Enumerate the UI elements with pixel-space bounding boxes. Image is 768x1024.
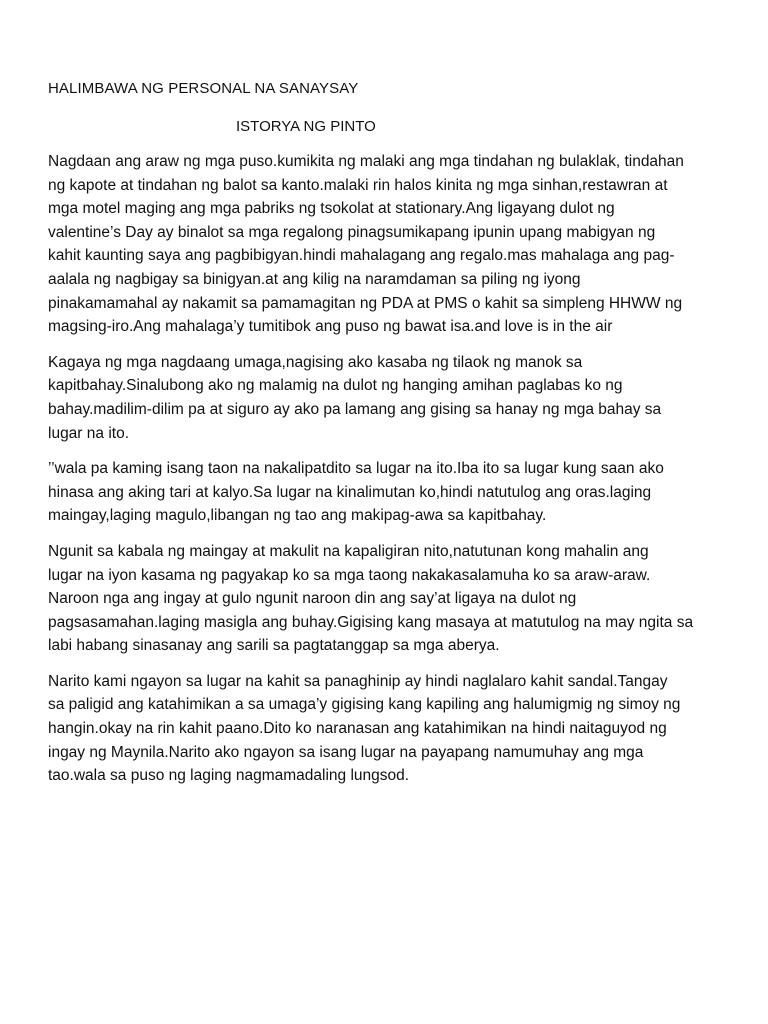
essay-line: Ngunit sa kabala ng maingay at makulit na kapaligiran nito,natutunan kong mahalin ang bbox=[48, 542, 649, 560]
essay-line: sa paligid ang katahimikan a sa umaga’y gigising kang kapiling ang halumigmig ng simoy ng bbox=[48, 696, 681, 714]
essay-paragraph bbox=[48, 457, 730, 528]
essay-line: bahay.madilim-dilim pa at siguro ay ako pa lamang ang gising sa hanay ng mga bahay sa bbox=[48, 400, 662, 418]
essay-line: Narito kami ngayon sa lugar na kahit sa panaghinip ay hindi naglalaro kahit sandal.Tangay bbox=[48, 672, 668, 690]
essay-paragraph bbox=[48, 670, 730, 788]
essay-line: valentine’s Day ay binalot sa mga regalong pinagsumikapang ipunin upang mabigyan ng bbox=[48, 223, 656, 241]
essay-line: lugar na iyon kasama ng pagyakap ko sa mga taong nakakasalamuha ko sa araw-araw. bbox=[48, 566, 651, 584]
essay-line: Naroon nga ang ingay at gulo ngunit naroon din ang say’at ligaya na dulot ng bbox=[48, 590, 577, 608]
essay-line: ng kapote at tindahan ng balot sa kanto.malaki rin halos kinita ng mga sinhan,restawran at bbox=[48, 176, 668, 194]
essay-line: hangin.okay na rin kahit paano.Dito ko naranasan ang katahimikan na hindi naitaguyod ng bbox=[48, 720, 667, 738]
essay-line: aalala ng nagbigay sa binigyan.at ang kilig na naramdaman sa piling ng iyong bbox=[48, 270, 581, 288]
essay-line: Nagdaan ang araw ng mga puso.kumikita ng malaki ang mga tindahan ng bulaklak, tindahan bbox=[48, 153, 684, 170]
essay-line: ingay ng Maynila.Narito ako ngayon sa isang lugar na payapang namumuhay ang mga bbox=[48, 743, 644, 761]
essay-paragraph bbox=[48, 150, 730, 339]
essay-line: kapitbahay.Sinalubong ako ng malamig na dulot ng hanging amihan paglabas ko ng bbox=[48, 377, 623, 395]
essay-line: mga motel maging ang mga pabriks ng tsokolat at stationary.Ang ligayang dulot ng bbox=[48, 200, 615, 218]
essay-line: Kagaya ng mga nagdaang umaga,nagising ako kasaba ng tilaok ng manok sa bbox=[48, 353, 583, 371]
document-heading: HALIMBAWA NG PERSONAL NA SANAYSAY bbox=[48, 80, 359, 97]
essay-line: tao.wala sa puso ng laging nagmamadaling lungsod. bbox=[48, 767, 410, 785]
essay-line: ’’wala pa kaming isang taon na nakalipatdito sa lugar na ito.Iba ito sa lugar kung saan ako bbox=[48, 460, 664, 478]
essay-line: magsing-iro.Ang mahalaga’y tumitibok ang puso ng bawat isa.and love is in the air bbox=[48, 318, 613, 336]
essay-line: pinakamamahal ay nakamit sa pamamagitan ng PDA at PMS o kahit sa simpleng HHWW ng bbox=[48, 294, 683, 312]
essay-line: maingay,laging magulo,libangan ng tao ang makipag-awa sa kapitbahay. bbox=[48, 507, 547, 525]
essay-line: labi habang sinasanay ang sarili sa pagtatanggap sa mga aberya. bbox=[48, 637, 500, 655]
document-title: ISTORYA NG PINTO bbox=[236, 118, 376, 135]
essay-paragraph bbox=[48, 351, 730, 445]
essay-line: lugar na ito. bbox=[48, 424, 129, 442]
essay-line: kahit kaunting saya ang pagbibigyan.hindi mahalagang ang regalo.mas mahalaga ang pag- bbox=[48, 247, 675, 265]
essay-paragraph bbox=[48, 540, 730, 658]
essay-line: pagsasamahan.laging masigla ang buhay.Gigising kang masaya at matutulog na may ngita sa bbox=[48, 613, 694, 631]
essay-line: hinasa ang aking tari at kalyo.Sa lugar na kinalimutan ko,hindi natutulog ang oras.laging bbox=[48, 483, 652, 501]
essay-body bbox=[48, 150, 730, 800]
